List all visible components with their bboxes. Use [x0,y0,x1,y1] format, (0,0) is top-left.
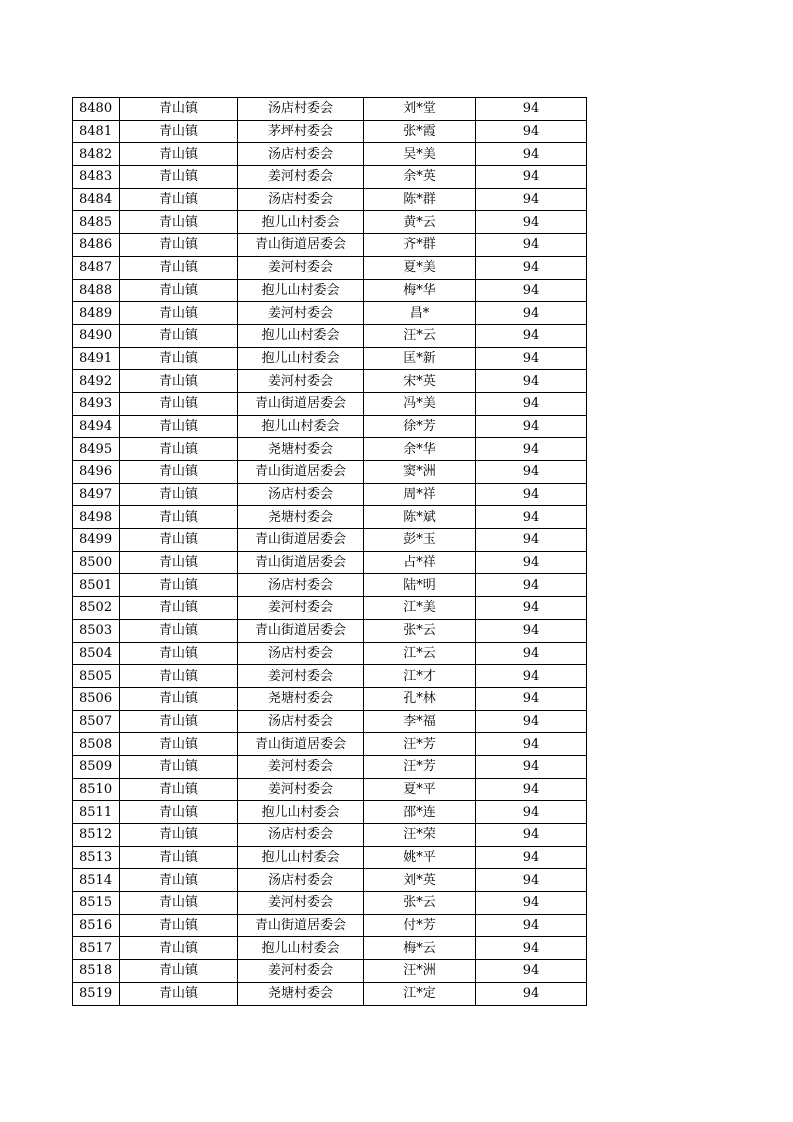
cell-person-name: 刘*堂 [364,98,476,121]
cell-committee: 姜河村委会 [238,892,364,915]
cell-town: 青山镇 [120,392,238,415]
table-row [73,256,587,279]
cell-person-name: 梅*云 [364,937,476,960]
cell-person-name: 张*云 [364,892,476,915]
cell-town: 青山镇 [120,824,238,847]
cell-person-name: 宋*英 [364,370,476,393]
cell-town: 青山镇 [120,687,238,710]
cell-town: 青山镇 [120,98,238,121]
cell-value: 94 [476,778,587,801]
table-row [73,960,587,983]
cell-value: 94 [476,982,587,1005]
table-row [73,211,587,234]
table-row [73,778,587,801]
table-row [73,529,587,552]
cell-person-name: 汪*洲 [364,960,476,983]
cell-value: 94 [476,438,587,461]
cell-serial-number: 8496 [73,461,120,484]
cell-value: 94 [476,188,587,211]
cell-serial-number: 8498 [73,506,120,529]
cell-person-name: 周*祥 [364,483,476,506]
cell-value: 94 [476,506,587,529]
cell-person-name: 夏*美 [364,256,476,279]
cell-town: 青山镇 [120,302,238,325]
cell-town: 青山镇 [120,256,238,279]
cell-town: 青山镇 [120,188,238,211]
table-row [73,143,587,166]
cell-value: 94 [476,529,587,552]
cell-committee: 姜河村委会 [238,778,364,801]
cell-value: 94 [476,120,587,143]
cell-value: 94 [476,733,587,756]
cell-serial-number: 8485 [73,211,120,234]
table-row [73,234,587,257]
cell-value: 94 [476,619,587,642]
cell-value: 94 [476,960,587,983]
cell-person-name: 汪*云 [364,324,476,347]
cell-person-name: 夏*平 [364,778,476,801]
cell-town: 青山镇 [120,120,238,143]
table-row [73,324,587,347]
cell-value: 94 [476,392,587,415]
cell-serial-number: 8484 [73,188,120,211]
table-row [73,914,587,937]
cell-town: 青山镇 [120,370,238,393]
cell-serial-number: 8512 [73,824,120,847]
cell-committee: 抱儿山村委会 [238,415,364,438]
cell-value: 94 [476,370,587,393]
cell-town: 青山镇 [120,279,238,302]
cell-committee: 青山街道居委会 [238,392,364,415]
cell-person-name: 付*芳 [364,914,476,937]
cell-value: 94 [476,256,587,279]
cell-person-name: 余*英 [364,166,476,189]
cell-town: 青山镇 [120,755,238,778]
cell-value: 94 [476,597,587,620]
cell-town: 青山镇 [120,892,238,915]
cell-value: 94 [476,755,587,778]
cell-person-name: 吴*美 [364,143,476,166]
cell-committee: 尧塘村委会 [238,982,364,1005]
cell-committee: 青山街道居委会 [238,551,364,574]
cell-value: 94 [476,166,587,189]
cell-town: 青山镇 [120,574,238,597]
cell-value: 94 [476,869,587,892]
table-row [73,687,587,710]
cell-town: 青山镇 [120,710,238,733]
cell-committee: 青山街道居委会 [238,619,364,642]
table-row [73,279,587,302]
cell-person-name: 占*祥 [364,551,476,574]
table-row [73,869,587,892]
cell-value: 94 [476,801,587,824]
cell-person-name: 姚*平 [364,846,476,869]
cell-town: 青山镇 [120,846,238,869]
cell-committee: 汤店村委会 [238,642,364,665]
cell-person-name: 余*华 [364,438,476,461]
cell-committee: 青山街道居委会 [238,733,364,756]
cell-value: 94 [476,892,587,915]
table-row [73,597,587,620]
cell-person-name: 江*云 [364,642,476,665]
cell-person-name: 黄*云 [364,211,476,234]
cell-value: 94 [476,347,587,370]
cell-value: 94 [476,665,587,688]
cell-town: 青山镇 [120,960,238,983]
roster-table [72,97,587,1006]
cell-serial-number: 8515 [73,892,120,915]
table-row [73,937,587,960]
cell-serial-number: 8486 [73,234,120,257]
cell-serial-number: 8499 [73,529,120,552]
cell-person-name: 陆*明 [364,574,476,597]
table-row [73,302,587,325]
cell-serial-number: 8518 [73,960,120,983]
cell-serial-number: 8504 [73,642,120,665]
cell-town: 青山镇 [120,324,238,347]
cell-committee: 姜河村委会 [238,960,364,983]
cell-serial-number: 8519 [73,982,120,1005]
table-row [73,733,587,756]
cell-value: 94 [476,687,587,710]
cell-committee: 姜河村委会 [238,256,364,279]
cell-serial-number: 8514 [73,869,120,892]
cell-committee: 姜河村委会 [238,597,364,620]
cell-person-name: 张*霞 [364,120,476,143]
cell-person-name: 昌* [364,302,476,325]
cell-person-name: 江*才 [364,665,476,688]
cell-person-name: 彭*玉 [364,529,476,552]
table-row [73,188,587,211]
table-row [73,120,587,143]
cell-committee: 抱儿山村委会 [238,846,364,869]
table-row [73,551,587,574]
table-row [73,438,587,461]
cell-serial-number: 8508 [73,733,120,756]
cell-town: 青山镇 [120,869,238,892]
cell-value: 94 [476,483,587,506]
cell-committee: 抱儿山村委会 [238,211,364,234]
cell-value: 94 [476,234,587,257]
table-row [73,415,587,438]
cell-committee: 抱儿山村委会 [238,347,364,370]
cell-serial-number: 8490 [73,324,120,347]
cell-serial-number: 8492 [73,370,120,393]
cell-value: 94 [476,143,587,166]
cell-value: 94 [476,710,587,733]
cell-value: 94 [476,824,587,847]
table-row [73,824,587,847]
cell-committee: 汤店村委会 [238,483,364,506]
cell-serial-number: 8488 [73,279,120,302]
table-row [73,846,587,869]
cell-town: 青山镇 [120,143,238,166]
cell-town: 青山镇 [120,483,238,506]
table-row [73,461,587,484]
cell-committee: 青山街道居委会 [238,914,364,937]
cell-serial-number: 8491 [73,347,120,370]
cell-serial-number: 8500 [73,551,120,574]
cell-town: 青山镇 [120,982,238,1005]
cell-committee: 汤店村委会 [238,188,364,211]
cell-serial-number: 8517 [73,937,120,960]
cell-serial-number: 8501 [73,574,120,597]
cell-serial-number: 8507 [73,710,120,733]
cell-committee: 青山街道居委会 [238,529,364,552]
cell-town: 青山镇 [120,234,238,257]
cell-serial-number: 8509 [73,755,120,778]
cell-town: 青山镇 [120,551,238,574]
cell-person-name: 匡*新 [364,347,476,370]
cell-serial-number: 8495 [73,438,120,461]
cell-value: 94 [476,279,587,302]
cell-town: 青山镇 [120,211,238,234]
cell-town: 青山镇 [120,461,238,484]
cell-person-name: 陈*群 [364,188,476,211]
cell-committee: 姜河村委会 [238,755,364,778]
cell-town: 青山镇 [120,914,238,937]
cell-person-name: 张*云 [364,619,476,642]
cell-committee: 抱儿山村委会 [238,324,364,347]
table-row [73,982,587,1005]
table-row [73,801,587,824]
cell-town: 青山镇 [120,801,238,824]
cell-committee: 姜河村委会 [238,166,364,189]
cell-value: 94 [476,461,587,484]
table-row [73,98,587,121]
cell-person-name: 汪*芳 [364,733,476,756]
cell-serial-number: 8489 [73,302,120,325]
cell-committee: 汤店村委会 [238,98,364,121]
cell-committee: 尧塘村委会 [238,506,364,529]
cell-serial-number: 8503 [73,619,120,642]
cell-serial-number: 8482 [73,143,120,166]
cell-committee: 青山街道居委会 [238,461,364,484]
table-row [73,642,587,665]
cell-person-name: 刘*英 [364,869,476,892]
cell-committee: 汤店村委会 [238,869,364,892]
cell-person-name: 窦*洲 [364,461,476,484]
cell-committee: 茅坪村委会 [238,120,364,143]
cell-committee: 汤店村委会 [238,574,364,597]
cell-serial-number: 8505 [73,665,120,688]
cell-person-name: 李*福 [364,710,476,733]
cell-serial-number: 8510 [73,778,120,801]
cell-value: 94 [476,324,587,347]
cell-committee: 抱儿山村委会 [238,279,364,302]
table-row [73,574,587,597]
cell-person-name: 江*美 [364,597,476,620]
cell-value: 94 [476,937,587,960]
cell-serial-number: 8483 [73,166,120,189]
cell-person-name: 冯*美 [364,392,476,415]
cell-serial-number: 8497 [73,483,120,506]
cell-value: 94 [476,642,587,665]
roster-table-body [73,98,587,1006]
table-row [73,619,587,642]
cell-person-name: 邵*连 [364,801,476,824]
cell-committee: 汤店村委会 [238,710,364,733]
cell-value: 94 [476,211,587,234]
cell-town: 青山镇 [120,733,238,756]
cell-committee: 抱儿山村委会 [238,937,364,960]
cell-serial-number: 8511 [73,801,120,824]
cell-person-name: 孔*林 [364,687,476,710]
cell-serial-number: 8502 [73,597,120,620]
cell-committee: 姜河村委会 [238,665,364,688]
cell-town: 青山镇 [120,778,238,801]
cell-value: 94 [476,574,587,597]
cell-committee: 尧塘村委会 [238,687,364,710]
cell-committee: 汤店村委会 [238,824,364,847]
cell-serial-number: 8481 [73,120,120,143]
cell-person-name: 徐*芳 [364,415,476,438]
cell-committee: 尧塘村委会 [238,438,364,461]
cell-town: 青山镇 [120,415,238,438]
table-row [73,370,587,393]
cell-committee: 青山街道居委会 [238,234,364,257]
cell-serial-number: 8487 [73,256,120,279]
cell-committee: 抱儿山村委会 [238,801,364,824]
cell-value: 94 [476,914,587,937]
table-row [73,166,587,189]
cell-serial-number: 8506 [73,687,120,710]
cell-town: 青山镇 [120,642,238,665]
cell-town: 青山镇 [120,347,238,370]
cell-person-name: 齐*群 [364,234,476,257]
cell-town: 青山镇 [120,438,238,461]
cell-value: 94 [476,302,587,325]
cell-town: 青山镇 [120,597,238,620]
cell-serial-number: 8480 [73,98,120,121]
cell-value: 94 [476,846,587,869]
cell-town: 青山镇 [120,529,238,552]
cell-serial-number: 8493 [73,392,120,415]
cell-committee: 姜河村委会 [238,302,364,325]
cell-serial-number: 8516 [73,914,120,937]
cell-person-name: 梅*华 [364,279,476,302]
table-row [73,347,587,370]
cell-value: 94 [476,551,587,574]
cell-person-name: 汪*荣 [364,824,476,847]
table-row [73,483,587,506]
cell-town: 青山镇 [120,506,238,529]
cell-town: 青山镇 [120,937,238,960]
cell-person-name: 江*定 [364,982,476,1005]
cell-value: 94 [476,415,587,438]
table-row [73,665,587,688]
table-row [73,392,587,415]
cell-town: 青山镇 [120,665,238,688]
cell-value: 94 [476,98,587,121]
cell-person-name: 陈*斌 [364,506,476,529]
cell-serial-number: 8494 [73,415,120,438]
cell-town: 青山镇 [120,619,238,642]
cell-committee: 姜河村委会 [238,370,364,393]
table-row [73,755,587,778]
table-row [73,892,587,915]
cell-committee: 汤店村委会 [238,143,364,166]
table-row [73,710,587,733]
cell-serial-number: 8513 [73,846,120,869]
cell-town: 青山镇 [120,166,238,189]
cell-person-name: 汪*芳 [364,755,476,778]
table-row [73,506,587,529]
